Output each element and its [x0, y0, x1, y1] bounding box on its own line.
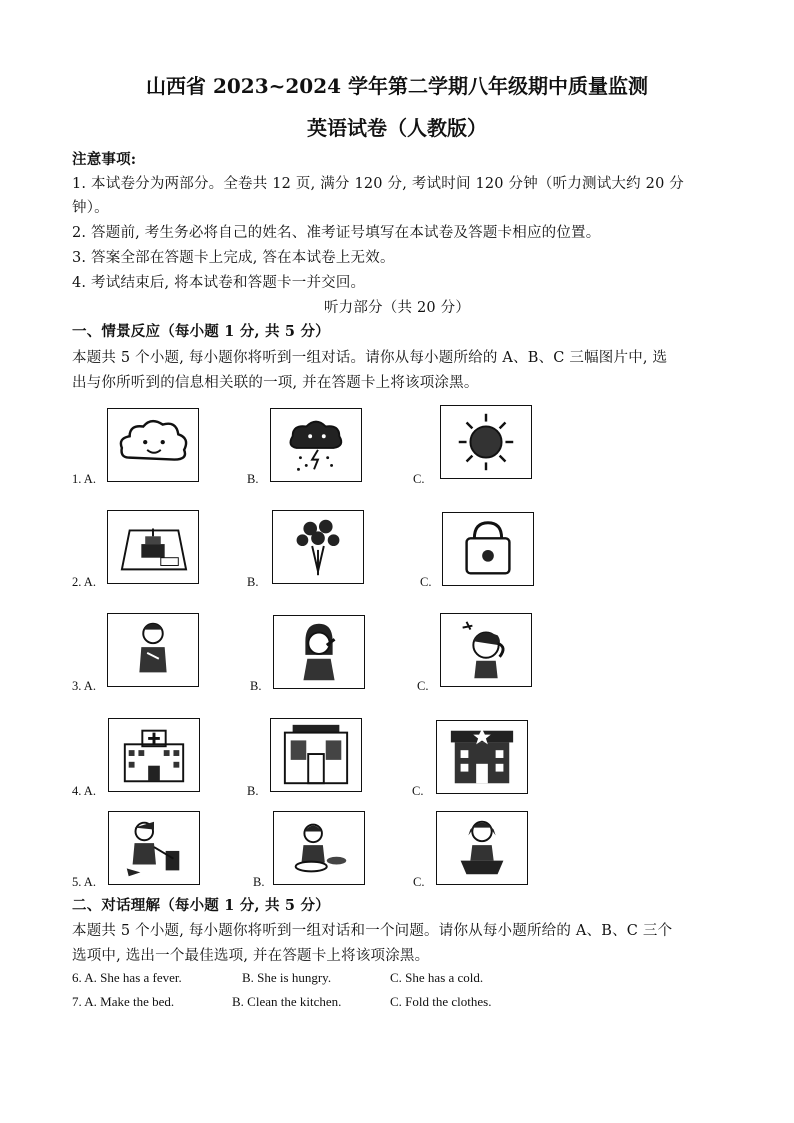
- q6-option-b: B. She is hungry.: [242, 970, 332, 985]
- q6-option-a: 6. A. She has a fever.: [72, 970, 182, 985]
- girl-doing-laundry-icon: [437, 812, 527, 884]
- section1-instruction-1: 本题共 5 个小题, 每小题你将听到一组对话。请你从每小题所给的 A、B、C 三幅图片中, 选: [72, 350, 668, 366]
- notes-heading: 注意事项:: [72, 151, 137, 168]
- section1-instruction-2: 出与你所听到的信息相关联的一项, 并在答题卡上将该项涂黑。: [72, 375, 479, 391]
- store-picture: [270, 718, 362, 792]
- page-subtitle: 英语试卷（人教版）: [307, 116, 487, 140]
- q1-option-a-label: 1. A.: [72, 472, 96, 486]
- police-station-picture: [436, 720, 528, 794]
- cloud-picture: [107, 408, 199, 482]
- headache-girl-icon: [441, 614, 531, 686]
- section2-instruction-2: 选项中, 选出一个最佳选项, 并在答题卡上将该项涂黑。: [72, 948, 430, 964]
- flowers-picture: [272, 510, 364, 584]
- storm-cloud-icon: [271, 409, 361, 481]
- headache-picture: [440, 613, 532, 687]
- toothache-picture: [273, 615, 365, 689]
- boy-washing-dishes-icon: [274, 812, 364, 884]
- q3-option-c-label: C.: [417, 679, 429, 693]
- cloud-icon: [108, 409, 198, 481]
- store-icon: [271, 719, 361, 791]
- note-line-1: 1. 本试卷分为两部分。全卷共 12 页, 满分 120 分, 考试时间 120 分钟（听力测试大约 20 分: [72, 176, 685, 192]
- q2-option-c-label: C.: [420, 575, 432, 589]
- q2-option-b-label: B.: [247, 575, 259, 589]
- birthday-card-icon: [108, 511, 198, 583]
- section2-heading: 二、对话理解（每小题 1 分, 共 5 分）: [72, 897, 330, 914]
- boy-sweeping-icon: [109, 812, 199, 884]
- storm-picture: [270, 408, 362, 482]
- q3-option-b-label: B.: [250, 679, 262, 693]
- flower-bouquet-icon: [273, 511, 363, 583]
- q3-option-a-label: 3. A.: [72, 679, 96, 693]
- q4-option-b-label: B.: [247, 784, 259, 798]
- sun-icon: [441, 406, 531, 478]
- note-line-4: 4. 考试结束后, 将本试卷和答题卡一并交回。: [72, 275, 366, 291]
- section1-heading: 一、情景反应（每小题 1 分, 共 5 分）: [72, 323, 330, 340]
- listening-heading: 听力部分（共 20 分）: [323, 300, 471, 316]
- q7-option-c: C. Fold the clothes.: [390, 994, 492, 1009]
- stomachache-picture: [107, 613, 199, 687]
- hospital-icon: [109, 719, 199, 791]
- q5-option-a-label: 5. A.: [72, 875, 96, 889]
- sun-picture: [440, 405, 532, 479]
- note-line-1b: 钟）。: [72, 200, 109, 216]
- note-line-3: 3. 答案全部在答题卡上完成, 答在本试卷上无效。: [72, 250, 395, 266]
- q7-option-b: B. Clean the kitchen.: [232, 994, 342, 1009]
- q7-option-a: 7. A. Make the bed.: [72, 994, 175, 1009]
- hospital-picture: [108, 718, 200, 792]
- q1-option-c-label: C.: [413, 472, 425, 486]
- q1-option-b-label: B.: [247, 472, 259, 486]
- laundry-picture: [436, 811, 528, 885]
- sweeping-picture: [108, 811, 200, 885]
- q4-option-a-label: 4. A.: [72, 784, 96, 798]
- section2-instruction-1: 本题共 5 个小题, 每小题你将听到一组对话和一个问题。请你从每小题所给的 A、B、C 三个: [72, 923, 673, 939]
- handbag-picture: [442, 512, 534, 586]
- police-station-icon: [437, 721, 527, 793]
- toothache-girl-icon: [274, 616, 364, 688]
- page-title: 山西省 2023~2024 学年第二学期八年级期中质量监测: [145, 74, 648, 98]
- q5-option-c-label: C.: [413, 875, 425, 889]
- birthday-card-picture: [107, 510, 199, 584]
- stomachache-girl-icon: [108, 614, 198, 686]
- q5-option-b-label: B.: [253, 875, 265, 889]
- note-line-2: 2. 答题前, 考生务必将自己的姓名、准考证号填写在本试卷及答题卡相应的位置。: [72, 225, 601, 241]
- handbag-icon: [443, 513, 533, 585]
- washing-dishes-picture: [273, 811, 365, 885]
- q6-option-c: C. She has a cold.: [390, 970, 484, 985]
- q2-option-a-label: 2. A.: [72, 575, 96, 589]
- q4-option-c-label: C.: [412, 784, 424, 798]
